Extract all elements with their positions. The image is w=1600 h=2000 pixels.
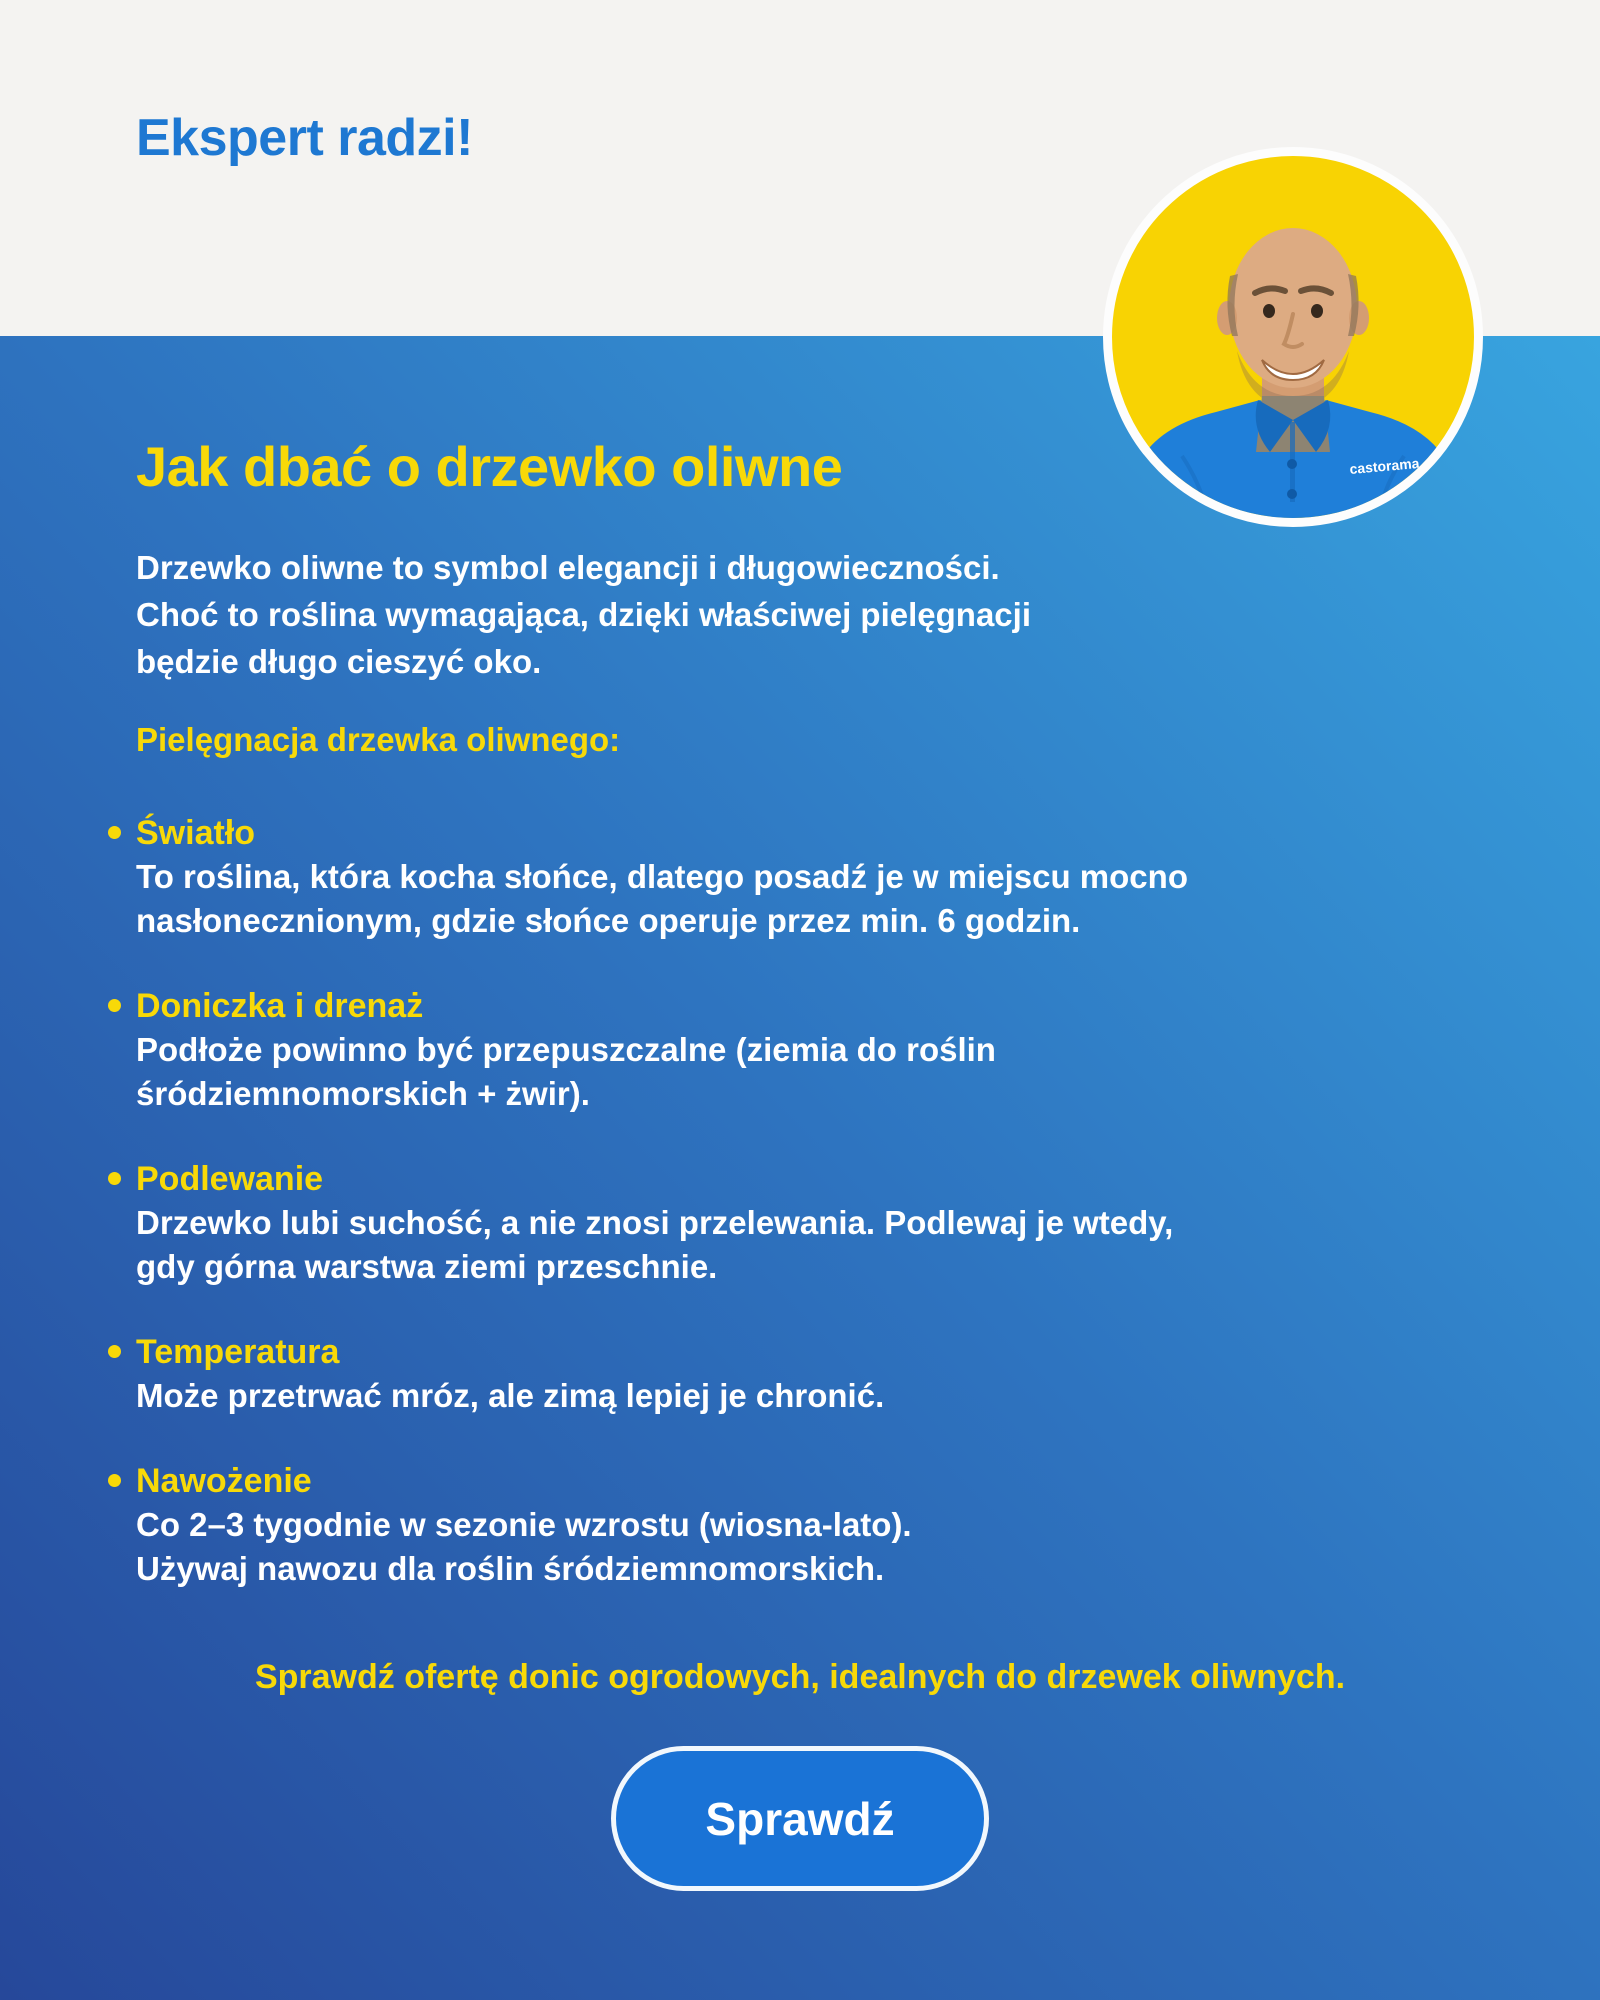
tip-text: Co 2–3 tygodnie w sezonie wzrostu (wiosna-lato). — [136, 1506, 912, 1543]
tip-body — [136, 811, 1188, 943]
tips-list — [0, 811, 1600, 1591]
intro-line: będzie długo cieszyć oko. — [136, 643, 542, 680]
intro-paragraph — [136, 544, 1480, 685]
tip-item-swiatlo — [108, 811, 1510, 943]
bullet-dot — [108, 826, 121, 839]
tip-title: Nawożenie — [136, 1462, 312, 1500]
intro-line: Choć to roślina wymagająca, dzięki właściwej pielęgnacji — [136, 596, 1031, 633]
bullet-dot — [108, 1345, 121, 1358]
tip-text: To roślina, która kocha słońce, dlatego posadź je w miejscu mocno — [136, 858, 1188, 895]
avatar-button — [1287, 459, 1297, 469]
tip-text: Może przetrwać mróz, ale zimą lepiej je chronić. — [136, 1377, 885, 1414]
intro-line: Drzewko oliwne to symbol elegancji i długowieczności. — [136, 549, 1000, 586]
tip-title: Światło — [136, 814, 256, 852]
bullet-dot — [108, 999, 121, 1012]
shirt-logo: castorama — [1348, 454, 1421, 477]
tip-item-temperatura — [108, 1330, 1510, 1418]
tip-text: Drzewko lubi suchość, a nie znosi przelewania. Podlewaj je wtedy, — [136, 1204, 1174, 1241]
avatar-button — [1287, 489, 1297, 499]
tip-body — [136, 1330, 884, 1418]
expert-avatar — [1103, 147, 1483, 527]
expert-photo-illustration — [1112, 156, 1474, 518]
check-offer-button[interactable]: Sprawdź — [611, 1746, 989, 1891]
tip-body — [136, 984, 996, 1116]
tip-item-doniczka — [108, 984, 1510, 1116]
tip-title: Podlewanie — [136, 1160, 324, 1198]
tip-text: nasłonecznionym, gdzie słońce operuje przez min. 6 godzin. — [136, 902, 1081, 939]
bullet-dot — [108, 1474, 121, 1487]
care-heading: Pielęgnacja drzewka oliwnego: — [136, 721, 621, 758]
content-section — [0, 336, 1600, 2000]
tip-item-podlewanie — [108, 1157, 1510, 1289]
tip-title: Doniczka i drenaż — [136, 987, 424, 1025]
avatar-eye — [1263, 304, 1275, 318]
tip-body — [136, 1157, 1173, 1289]
tip-item-nawozenie — [108, 1459, 1510, 1591]
article-heading: Jak dbać o drzewko oliwne — [136, 435, 843, 498]
avatar-head — [1229, 228, 1357, 388]
tip-text: śródziemnomorskich + żwir). — [136, 1075, 590, 1112]
bullet-dot — [108, 1172, 121, 1185]
page-title: Ekspert radzi! — [136, 109, 473, 167]
cta-text: Sprawdź ofertę donic ogrodowych, idealnych do drzewek oliwnych. — [254, 1658, 1346, 1696]
tip-body — [136, 1459, 912, 1591]
tip-title: Temperatura — [136, 1333, 340, 1371]
avatar-eye — [1311, 304, 1323, 318]
tip-text: gdy górna warstwa ziemi przeschnie. — [136, 1248, 718, 1285]
tip-text: Podłoże powinno być przepuszczalne (ziemia do roślin — [136, 1031, 996, 1068]
tip-text: Używaj nawozu dla roślin śródziemnomorskich. — [136, 1550, 885, 1587]
